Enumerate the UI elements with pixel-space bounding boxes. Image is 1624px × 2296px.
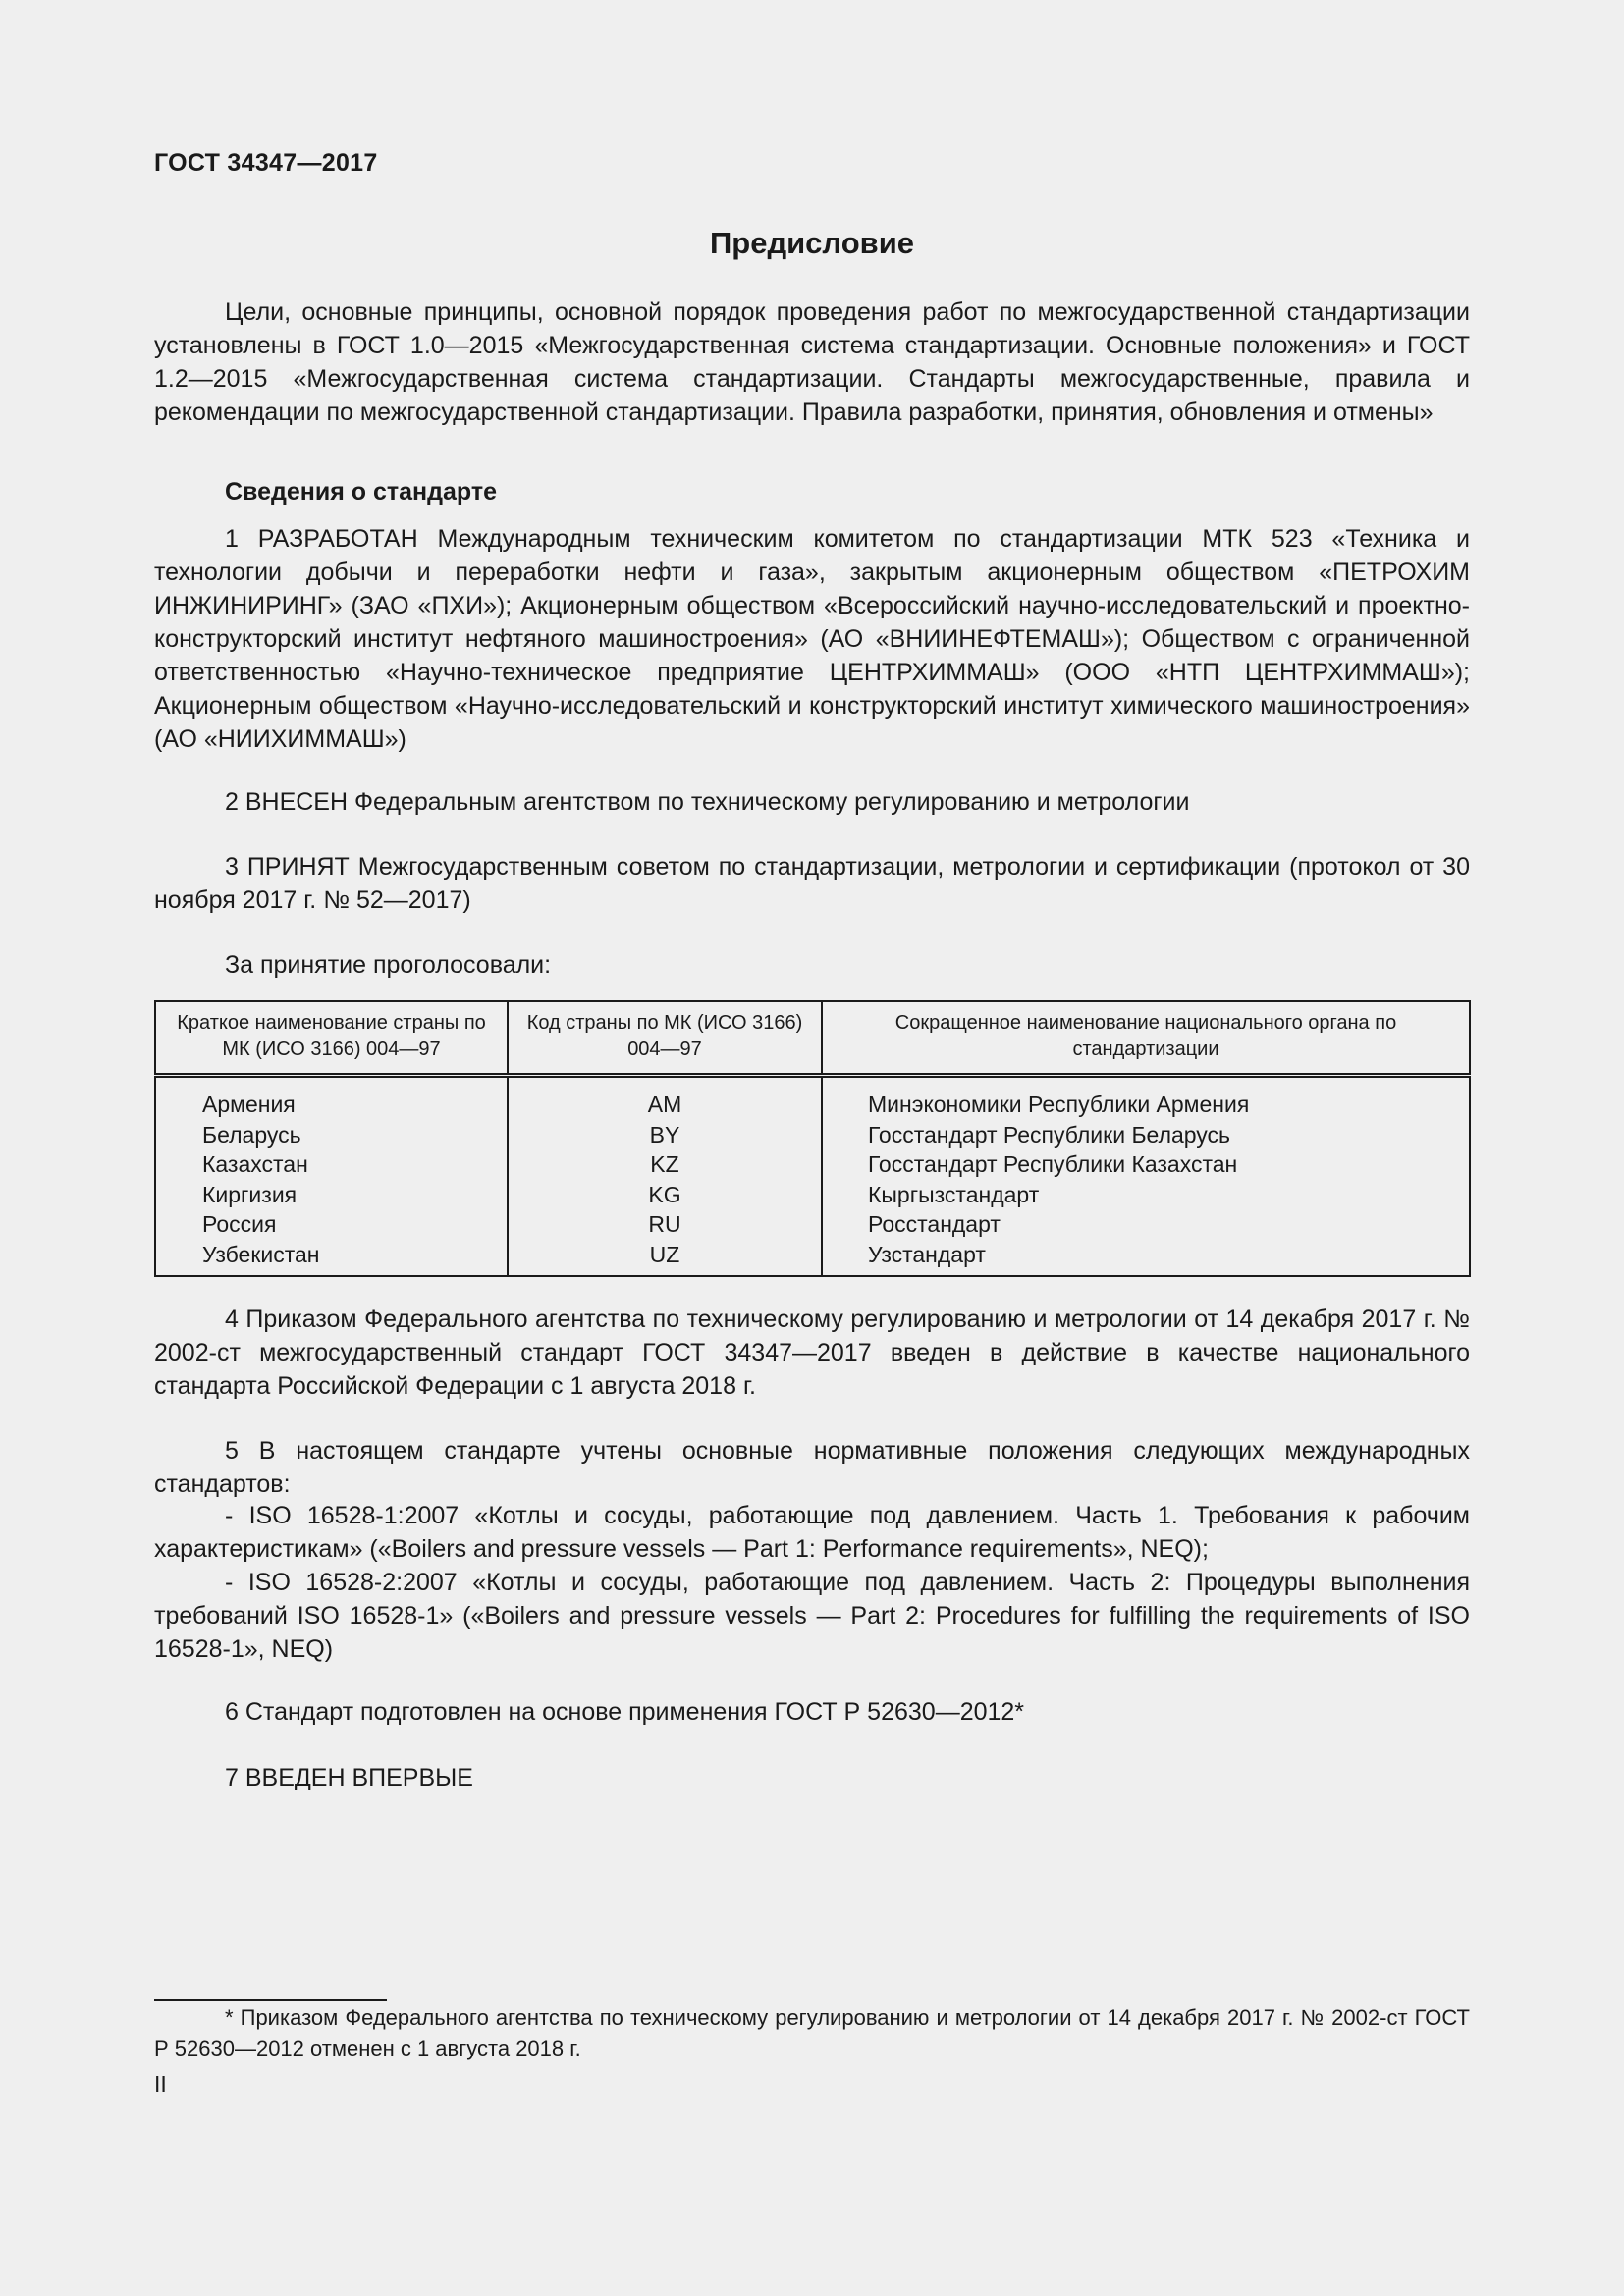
authority-name: Кыргызстандарт [822, 1180, 1470, 1210]
authority-name: Минэкономики Республики Армения [822, 1076, 1470, 1120]
page-number: II [154, 2071, 167, 2097]
table-row [155, 1180, 1470, 1210]
intro-paragraph: Цели, основные принципы, основной порядок проведения работ по межгосударственной стандартизации установлены в ГОСТ 1.0—2015 «Межгосударственная система стандартизации. Основные положения» и ГОСТ 1.2—2015 «Межгосударственная система стандартизации. Стандарты межгосударственные, правила и рекомендации по межгосударственной стандартизации. Правила разработки, принятия, обновления и отмены» [154, 298, 1470, 426]
item-5-ref-1: - ISO 16528-1:2007 «Котлы и сосуды, работающие под давлением. Часть 1. Требования к рабочим характеристикам» («Boilers and pressure vessels — Part 1: Performance requirements», NEQ); [154, 1502, 1470, 1563]
country-name: Узбекистан [155, 1240, 508, 1277]
item-4: 4 Приказом Федерального агентства по техническому регулированию и метрологии от 14 декабря 2017 г. № 2002-ст межгосударственный стандарт ГОСТ 34347—2017 введен в действие в качестве национального стандарта Российской Федерации с 1 августа 2018 г. [154, 1306, 1470, 1400]
country-code: RU [508, 1209, 822, 1240]
table-header-authority: Сокращенное наименование национального органа по стандартизации [822, 1001, 1470, 1076]
table-row [155, 1120, 1470, 1150]
authority-name: Госстандарт Республики Беларусь [822, 1120, 1470, 1150]
votes-intro: За принятие проголосовали: [225, 951, 552, 979]
table-row [155, 1149, 1470, 1180]
country-code: AM [508, 1076, 822, 1120]
section-title: Сведения о стандарте [225, 478, 498, 506]
authority-name: Узстандарт [822, 1240, 1470, 1277]
votes-table [154, 1000, 1471, 1277]
item-2: 2 ВНЕСЕН Федеральным агентством по техническому регулированию и метрологии [225, 788, 1190, 816]
country-name: Киргизия [155, 1180, 508, 1210]
country-name: Беларусь [155, 1120, 508, 1150]
item-5-ref-2: - ISO 16528-2:2007 «Котлы и сосуды, работающие под давлением. Часть 2: Процедуры выполнения требований ISO 16528-1» («Boilers and pressure vessels — Part 2: Procedures for fulfilling the requirements of ISO 16528-1», NEQ) [154, 1569, 1470, 1663]
footnote: * Приказом Федерального агентства по техническому регулированию и метрологии от 14 декабря 2017 г. № 2002-ст ГОСТ Р 52630—2012 отменен с 1 августа 2018 г. [154, 2005, 1470, 2060]
country-code: BY [508, 1120, 822, 1150]
country-code: KG [508, 1180, 822, 1210]
country-name: Казахстан [155, 1149, 508, 1180]
authority-name: Росстандарт [822, 1209, 1470, 1240]
table-row [155, 1240, 1470, 1277]
footnote-rule [154, 1999, 387, 2001]
country-name: Армения [155, 1076, 508, 1120]
table-row [155, 1076, 1470, 1120]
authority-name: Госстандарт Республики Казахстан [822, 1149, 1470, 1180]
table-row [155, 1209, 1470, 1240]
item-7: 7 ВВЕДЕН ВПЕРВЫЕ [225, 1764, 473, 1791]
country-name: Россия [155, 1209, 508, 1240]
table-header-code: Код страны по МК (ИСО 3166) 004—97 [508, 1001, 822, 1076]
country-code: KZ [508, 1149, 822, 1180]
item-6: 6 Стандарт подготовлен на основе применения ГОСТ Р 52630—2012* [225, 1698, 1025, 1726]
document-id: ГОСТ 34347—2017 [154, 149, 378, 177]
country-code: UZ [508, 1240, 822, 1277]
table-header-row [155, 1001, 1470, 1076]
page-title: Предисловие [709, 226, 914, 260]
table-header-country: Краткое наименование страны по МК (ИСО 3166) 004—97 [155, 1001, 508, 1076]
item-3: 3 ПРИНЯТ Межгосударственным советом по стандартизации, метрологии и сертификации (протокол от 30 ноября 2017 г. № 52—2017) [154, 853, 1470, 914]
item-5: 5 В настоящем стандарте учтены основные нормативные положения следующих международных стандартов: [154, 1437, 1470, 1498]
item-1: 1 РАЗРАБОТАН Международным техническим комитетом по стандартизации МТК 523 «Техника и технологии добычи и переработки нефти и газа», закрытым акционерным обществом «ПЕТРОХИМ ИНЖИНИРИНГ» (ЗАО «ПХИ»); Акционерным обществом «Всероссийский научно-исследовательский и проектно-конструкторский институт нефтяного машиностроения» (АО «ВНИИНЕФТЕМАШ»); Обществом с ограниченной ответственностью «Научно-техническое предприятие ЦЕНТРХИММАШ» (ООО «НТП ЦЕНТРХИММАШ»); Акционерным обществом «Научно-исследовательский и конструкторский институт химического машиностроения» (АО «НИИХИММАШ») [154, 525, 1470, 753]
